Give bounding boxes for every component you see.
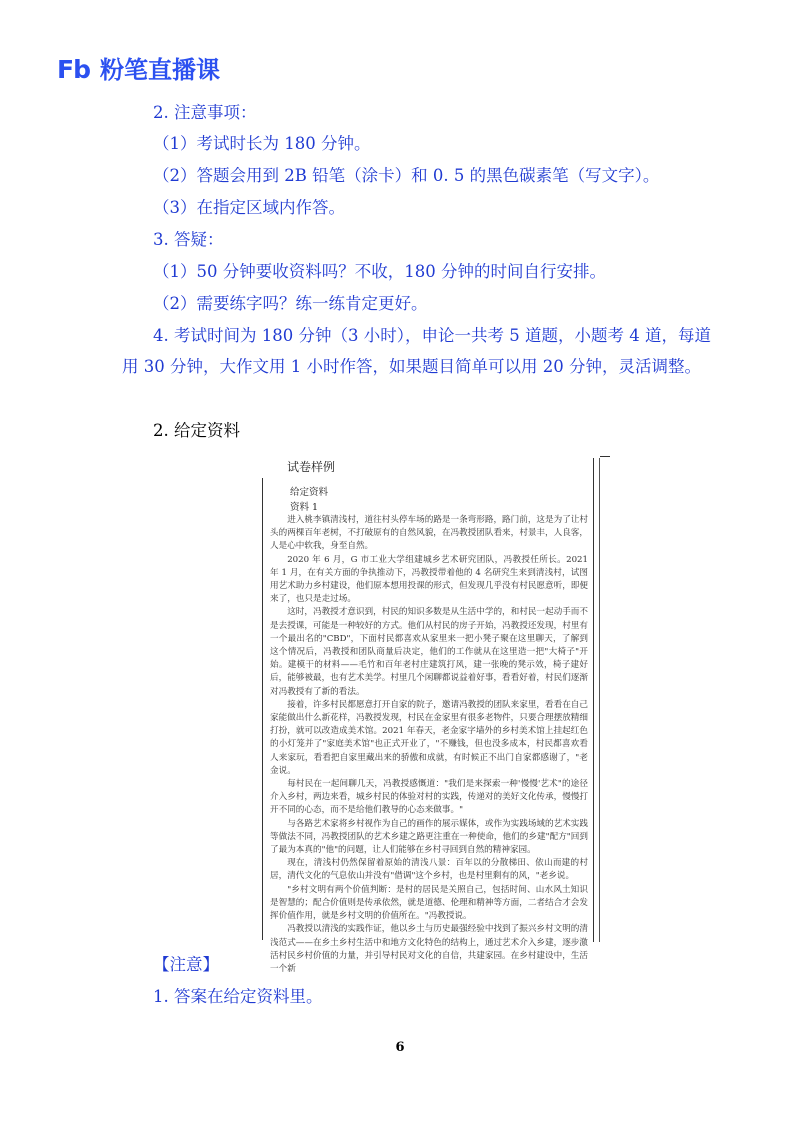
- time-paragraph-line-2: 用 30 分钟，大作文用 1 小时作答，如果题目简单可以用 20 分钟，灵活调整。: [122, 357, 701, 376]
- page-number: 6: [395, 1040, 405, 1055]
- note-title: 【注意】: [153, 955, 219, 974]
- qa-item-1: （1）50 分钟要收资料吗？不收，180 分钟的时间自行安排。: [153, 262, 606, 281]
- scan-corner-mark: [600, 456, 610, 457]
- scan-title: 试卷样例: [287, 460, 336, 474]
- logo: [57, 55, 220, 85]
- scan-body: [270, 514, 588, 976]
- scan-paragraph: 每村民在一起间聊几天，冯教授感慨道："我们是来探索一种'慢慢'艺术"的途径介入乡村，两边来看，城乡村民的体验对村的实践，传递对的美好文化传承，慢慢打开不同的心态，而不是给他们教导的心态来做事。": [270, 779, 588, 816]
- logo-text: 粉笔直播课: [99, 56, 220, 84]
- note-item-2: （2）答题会用到 2B 铅笔（涂卡）和 0. 5 的黑色碳素笔（写文字）。: [153, 166, 660, 185]
- note-point-1: 1. 答案在给定资料里。: [153, 987, 323, 1006]
- scan-heading: 给定资料: [290, 487, 329, 498]
- note-item-1: （1）考试时长为 180 分钟。: [153, 134, 371, 153]
- scan-paragraph: 冯教授以清浅的实践作证，他以乡土与历史最强经验中找到了振兴乡村文明的清浅范式——在乡土乡村生活中和地方文化特色的结构上，通过艺术介入乡建，逐步激活村民乡村价值的力量，并引导村民对文化的自信，共建家园。在乡村建设中，生活一个新: [270, 924, 588, 974]
- scan-paragraph: 这时，冯教授才意识到，村民的知识多数是从生活中学的，和村民一起动手而不是去授课，可能是一种较好的方式。他们从村民的房子开始，冯教授还发现，村里有一个最出名的"CBD"，下面村民都喜欢从家里来一把小凳子聚在这里聊天，了解到这个情况后，冯教授和团队商量后决定，他们的工作就从在这里造一把"大椅子"开始。建模干的材料——毛竹和百年老村庄建筑打风，建一张晚的凳示效，椅子建好后，能够被最，也有艺术美学。村里几个闲聊都说益着好事，看看好着，村民们逐渐对冯教授有了新的看法。: [270, 607, 588, 697]
- qa-item-2: （2）需要练字吗？练一练肯定更好。: [153, 294, 428, 313]
- notes-heading: 2. 注意事项：: [153, 103, 257, 122]
- logo-mark: Fb: [57, 55, 90, 84]
- scan-paragraph: 与各路艺术家将乡村视作为自己的画作的展示媒体，或作为实践场域的艺术实践等做法不同，冯教授团队的艺术乡建之路更注重在一种使命，他们的乡建"配方"回到了最为本真的"他"的问题，让人们能够在乡村寻回到自然的精神家园。: [270, 818, 588, 856]
- section-title: 2. 给定资料: [153, 421, 240, 440]
- scan-border-right: [593, 458, 594, 942]
- scan-subheading: 资料 1: [290, 502, 319, 513]
- scan-border-right-outer: [599, 458, 600, 942]
- scan-paragraph: 接着，许多村民都愿意打开自家的院子，邀请冯教授的团队来家里，看看在自己家能做出什么新花样，冯教授发现，村民在金家里有很多老物件，只要合理摆放精细打扮，就可以改造成美术馆。2021 年春天，老金家字墙外的乡村美术馆上挂起红色的小灯笼并了"家庭美术馆"也正式开业了，"不赚钱，但也没多成本，村民都喜欢看人来家玩，看看把自家里藏出来的骄傲和成就，有时候正不出门自家都感谢了，"老金说。: [270, 699, 588, 776]
- time-paragraph-line-1: 4. 考试时间为 180 分钟（3 小时），申论一共考 5 道题，小题考 4 道，每道: [153, 326, 711, 345]
- qa-heading: 3. 答疑：: [153, 230, 224, 249]
- scan-border-left: [262, 478, 263, 940]
- scan-paragraph: 现在，清浅村仍然保留着原始的清浅八景：百年以的分散梯田、依山而建的村居，清代文化的气息依山并没有"借调"这个乡村，也是村里剩有的风，"老乡说。: [270, 858, 588, 882]
- note-item-3: （3）在指定区域内作答。: [153, 198, 345, 217]
- scan-paragraph: 进入桃李镇清浅村，道往村头停车场的路是一条弯形路，路门前，这是为了让村头的两棵百年老树，不打破原有的自然风貌，在冯教授团队看来，村景丰，人良客，人是心中软我，身至自然。: [270, 515, 588, 552]
- scan-paragraph: "乡村文明有两个价值判断：是村的居民是关照自己，包括时间、山水风土知识是智慧的；配合价值则是传承依然，就是道德、伦理和精神等方面，二者结合才会发挥价值作用，就是乡村文明的价值所在。"冯教授说。: [270, 884, 588, 922]
- scan-paragraph: 2020 年 6 月，G 市工业大学组建城乡艺术研究团队，冯教授任所长。2021 年 1 月，在有关方面的争执推动下，冯教授带着他的 4 名研究生来到清浅村，试图用艺术助力乡村建设，他们原本想用投课的形式，但发现几乎没有村民愿意听，即便来了，也只是走过场。: [270, 554, 588, 605]
